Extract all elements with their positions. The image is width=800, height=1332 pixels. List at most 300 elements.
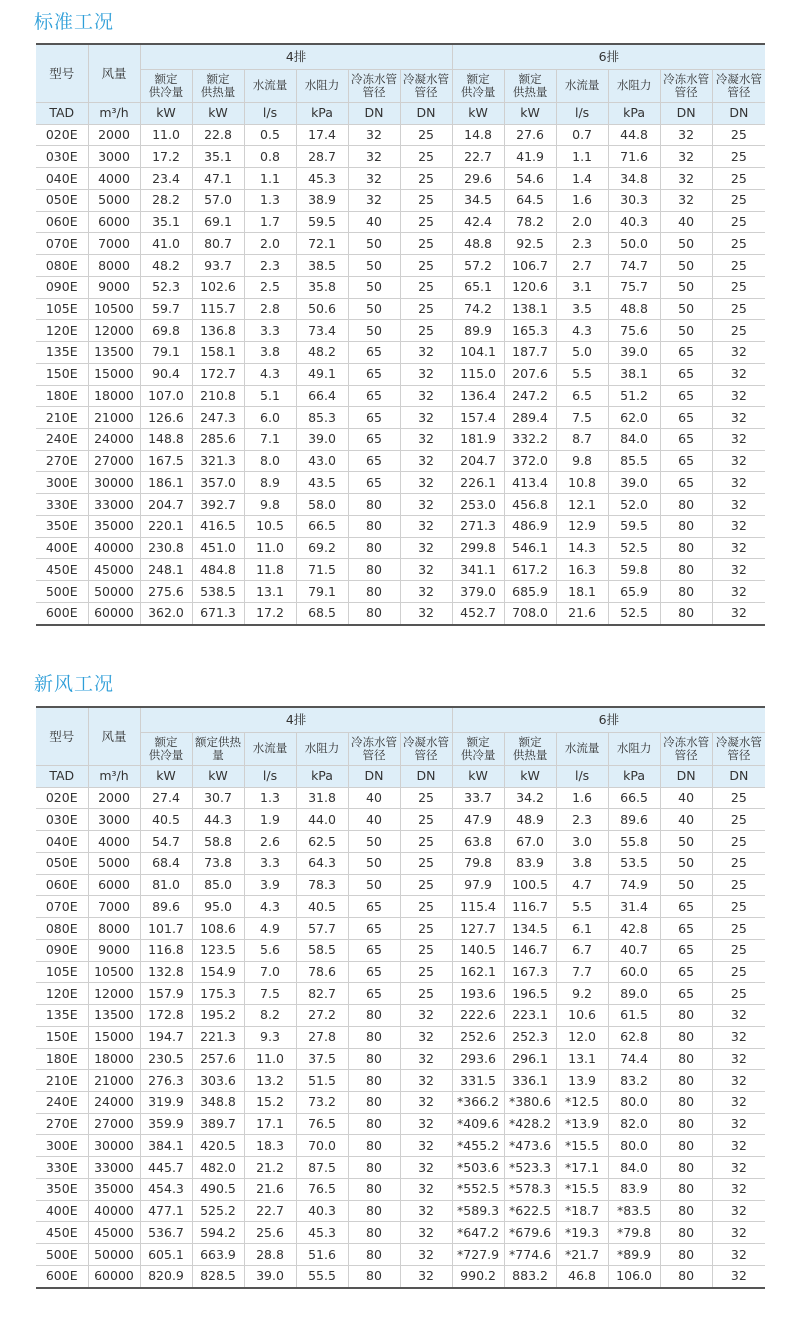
value-cell: 25	[400, 809, 452, 831]
value-cell: 69.8	[140, 320, 192, 342]
value-cell: 25	[400, 918, 452, 940]
value-cell: 59.7	[140, 298, 192, 320]
value-cell: 92.5	[504, 233, 556, 255]
value-cell: 2.0	[556, 211, 608, 233]
header-sub-6-2: 水流量	[556, 732, 608, 765]
value-cell: 89.0	[608, 983, 660, 1005]
value-cell: 392.7	[192, 494, 244, 516]
value-cell: 5000	[88, 852, 140, 874]
value-cell: 3.5	[556, 298, 608, 320]
table-row	[36, 189, 765, 211]
value-cell: 4.3	[244, 363, 296, 385]
value-cell: 303.6	[192, 1070, 244, 1092]
value-cell: 8.7	[556, 429, 608, 451]
value-cell: 456.8	[504, 494, 556, 516]
value-cell: 48.9	[504, 809, 556, 831]
value-cell: 451.0	[192, 537, 244, 559]
value-cell: 32	[712, 407, 765, 429]
value-cell: 52.5	[608, 602, 660, 625]
value-cell: 172.7	[192, 363, 244, 385]
unit-cell: DN	[348, 103, 400, 125]
value-cell: 32	[400, 450, 452, 472]
value-cell: 80	[348, 515, 400, 537]
value-cell: 5.6	[244, 939, 296, 961]
value-cell: 271.3	[452, 515, 504, 537]
value-cell: 17.2	[244, 602, 296, 625]
value-cell: 32	[712, 581, 765, 603]
value-cell: 25	[400, 298, 452, 320]
value-cell: 32	[712, 1157, 765, 1179]
value-cell: 17.1	[244, 1113, 296, 1135]
value-cell: 25	[712, 918, 765, 940]
value-cell: 12.0	[556, 1026, 608, 1048]
value-cell: 25	[712, 276, 765, 298]
model-cell: 450E	[36, 559, 88, 581]
value-cell: 21.6	[244, 1178, 296, 1200]
header-sub-6-4: 冷冻水管 管径	[660, 732, 712, 765]
value-cell: 80.7	[192, 233, 244, 255]
value-cell: 11.0	[140, 124, 192, 146]
value-cell: *622.5	[504, 1200, 556, 1222]
value-cell: 11.0	[244, 537, 296, 559]
value-cell: 81.0	[140, 874, 192, 896]
value-cell: 80	[660, 1135, 712, 1157]
value-cell: 123.5	[192, 939, 244, 961]
value-cell: *503.6	[452, 1157, 504, 1179]
value-cell: 33.7	[452, 787, 504, 809]
value-cell: 536.7	[140, 1222, 192, 1244]
value-cell: 65	[348, 407, 400, 429]
model-cell: 050E	[36, 852, 88, 874]
value-cell: 32	[712, 537, 765, 559]
header-airflow: 风量	[88, 707, 140, 766]
value-cell: 62.5	[296, 831, 348, 853]
model-cell: 090E	[36, 939, 88, 961]
value-cell: 65	[348, 385, 400, 407]
value-cell: 21.2	[244, 1157, 296, 1179]
value-cell: 25	[712, 896, 765, 918]
value-cell: 30.3	[608, 189, 660, 211]
value-cell: 32	[712, 450, 765, 472]
model-cell: 150E	[36, 1026, 88, 1048]
value-cell: 2.6	[244, 831, 296, 853]
value-cell: 372.0	[504, 450, 556, 472]
value-cell: 1.1	[244, 168, 296, 190]
value-cell: 40000	[88, 1200, 140, 1222]
unit-cell: kW	[504, 766, 556, 788]
value-cell: 25	[400, 146, 452, 168]
unit-cell: kW	[504, 103, 556, 125]
value-cell: 685.9	[504, 581, 556, 603]
model-cell: 330E	[36, 494, 88, 516]
value-cell: 32	[400, 1135, 452, 1157]
value-cell: 416.5	[192, 515, 244, 537]
value-cell: 32	[348, 168, 400, 190]
model-cell: 020E	[36, 124, 88, 146]
value-cell: 3000	[88, 809, 140, 831]
value-cell: 1.9	[244, 809, 296, 831]
value-cell: 25	[400, 189, 452, 211]
value-cell: 12000	[88, 983, 140, 1005]
value-cell: 80	[348, 1265, 400, 1288]
value-cell: 48.8	[608, 298, 660, 320]
value-cell: 76.5	[296, 1113, 348, 1135]
value-cell: 84.0	[608, 429, 660, 451]
header-sub-4-2: 水流量	[244, 732, 296, 765]
value-cell: 594.2	[192, 1222, 244, 1244]
value-cell: 79.1	[140, 342, 192, 364]
unit-cell: TAD	[36, 766, 88, 788]
value-cell: 65	[660, 939, 712, 961]
value-cell: 39.0	[244, 1265, 296, 1288]
value-cell: 204.7	[452, 450, 504, 472]
value-cell: 0.8	[244, 146, 296, 168]
value-cell: 39.0	[608, 342, 660, 364]
value-cell: 25	[712, 298, 765, 320]
value-cell: 15000	[88, 1026, 140, 1048]
value-cell: 32	[712, 1092, 765, 1114]
value-cell: 11.0	[244, 1048, 296, 1070]
value-cell: 162.1	[452, 961, 504, 983]
table-row	[36, 918, 765, 940]
value-cell: 80	[348, 1157, 400, 1179]
value-cell: *21.7	[556, 1244, 608, 1266]
value-cell: 484.8	[192, 559, 244, 581]
header-sub-6-1: 额定 供热量	[504, 732, 556, 765]
value-cell: 50	[348, 233, 400, 255]
table-row	[36, 559, 765, 581]
value-cell: 32	[400, 429, 452, 451]
value-cell: 445.7	[140, 1157, 192, 1179]
value-cell: 50	[660, 852, 712, 874]
value-cell: 74.2	[452, 298, 504, 320]
value-cell: 80	[660, 1157, 712, 1179]
header-sub-6-4: 冷冻水管 管径	[660, 69, 712, 102]
value-cell: 50	[660, 831, 712, 853]
value-cell: 25	[400, 831, 452, 853]
table-row	[36, 429, 765, 451]
value-cell: 5000	[88, 189, 140, 211]
value-cell: 66.4	[296, 385, 348, 407]
value-cell: 32	[400, 602, 452, 625]
table-row	[36, 255, 765, 277]
table-row	[36, 1135, 765, 1157]
value-cell: 51.2	[608, 385, 660, 407]
value-cell: 158.1	[192, 342, 244, 364]
value-cell: 116.7	[504, 896, 556, 918]
fresh-air-conditions-table	[36, 706, 765, 1289]
value-cell: 31.4	[608, 896, 660, 918]
value-cell: 17.2	[140, 146, 192, 168]
header-group-6-rows: 6排	[452, 707, 765, 732]
value-cell: 38.1	[608, 363, 660, 385]
value-cell: 25	[400, 852, 452, 874]
value-cell: 187.7	[504, 342, 556, 364]
value-cell: 83.9	[504, 852, 556, 874]
value-cell: 186.1	[140, 472, 192, 494]
value-cell: 58.8	[192, 831, 244, 853]
value-cell: 39.0	[296, 429, 348, 451]
value-cell: 196.5	[504, 983, 556, 1005]
value-cell: 45000	[88, 559, 140, 581]
value-cell: 6.5	[556, 385, 608, 407]
value-cell: *774.6	[504, 1244, 556, 1266]
value-cell: 55.5	[296, 1265, 348, 1288]
value-cell: 35.1	[192, 146, 244, 168]
model-cell: 060E	[36, 874, 88, 896]
header-sub-6-2: 水流量	[556, 69, 608, 102]
value-cell: 13.1	[244, 581, 296, 603]
value-cell: *679.6	[504, 1222, 556, 1244]
value-cell: 708.0	[504, 602, 556, 625]
value-cell: 65	[660, 385, 712, 407]
model-cell: 330E	[36, 1157, 88, 1179]
value-cell: 24000	[88, 429, 140, 451]
value-cell: 2.8	[244, 298, 296, 320]
header-model: 型号	[36, 707, 88, 766]
value-cell: 25	[400, 211, 452, 233]
value-cell: 25.6	[244, 1222, 296, 1244]
value-cell: 65	[660, 961, 712, 983]
value-cell: 115.7	[192, 298, 244, 320]
value-cell: 79.8	[452, 852, 504, 874]
value-cell: 18.3	[244, 1135, 296, 1157]
value-cell: 221.3	[192, 1026, 244, 1048]
model-cell: 270E	[36, 450, 88, 472]
value-cell: 115.4	[452, 896, 504, 918]
model-cell: 400E	[36, 1200, 88, 1222]
value-cell: 32	[400, 1092, 452, 1114]
value-cell: 13.2	[244, 1070, 296, 1092]
value-cell: 64.3	[296, 852, 348, 874]
value-cell: 78.2	[504, 211, 556, 233]
value-cell: 140.5	[452, 939, 504, 961]
value-cell: 32	[712, 1113, 765, 1135]
value-cell: 80	[660, 1113, 712, 1135]
value-cell: 32	[400, 1157, 452, 1179]
table-row	[36, 168, 765, 190]
standard-conditions-table	[36, 43, 765, 626]
unit-cell: kW	[192, 766, 244, 788]
value-cell: 17.4	[296, 124, 348, 146]
value-cell: 32	[660, 168, 712, 190]
value-cell: *409.6	[452, 1113, 504, 1135]
value-cell: *19.3	[556, 1222, 608, 1244]
value-cell: 25	[400, 961, 452, 983]
value-cell: 157.4	[452, 407, 504, 429]
model-cell: 120E	[36, 320, 88, 342]
value-cell: 413.4	[504, 472, 556, 494]
value-cell: 89.9	[452, 320, 504, 342]
table-row	[36, 1092, 765, 1114]
value-cell: 25	[712, 233, 765, 255]
value-cell: 482.0	[192, 1157, 244, 1179]
value-cell: 4000	[88, 831, 140, 853]
value-cell: 12.1	[556, 494, 608, 516]
value-cell: 62.8	[608, 1026, 660, 1048]
value-cell: 1.1	[556, 146, 608, 168]
value-cell: 75.7	[608, 276, 660, 298]
value-cell: 70.0	[296, 1135, 348, 1157]
value-cell: 65	[660, 983, 712, 1005]
value-cell: 69.1	[192, 211, 244, 233]
table-row	[36, 494, 765, 516]
value-cell: 2.5	[244, 276, 296, 298]
value-cell: 32	[400, 472, 452, 494]
value-cell: 80	[348, 537, 400, 559]
header-sub-6-1: 额定 供热量	[504, 69, 556, 102]
table-row	[36, 1222, 765, 1244]
value-cell: 32	[712, 363, 765, 385]
value-cell: 65	[348, 961, 400, 983]
value-cell: 357.0	[192, 472, 244, 494]
value-cell: 78.6	[296, 961, 348, 983]
value-cell: 25	[400, 874, 452, 896]
model-cell: 135E	[36, 342, 88, 364]
model-cell: 600E	[36, 1265, 88, 1288]
value-cell: 226.1	[452, 472, 504, 494]
value-cell: 28.2	[140, 189, 192, 211]
model-cell: 030E	[36, 146, 88, 168]
value-cell: 51.6	[296, 1244, 348, 1266]
value-cell: 9000	[88, 276, 140, 298]
table-row	[36, 342, 765, 364]
value-cell: *12.5	[556, 1092, 608, 1114]
value-cell: *589.3	[452, 1200, 504, 1222]
value-cell: 57.0	[192, 189, 244, 211]
value-cell: 115.0	[452, 363, 504, 385]
value-cell: 32	[400, 407, 452, 429]
value-cell: 46.8	[556, 1265, 608, 1288]
unit-cell: l/s	[556, 766, 608, 788]
value-cell: 230.5	[140, 1048, 192, 1070]
model-cell: 450E	[36, 1222, 88, 1244]
value-cell: 47.1	[192, 168, 244, 190]
header-sub-4-3: 水阻力	[296, 69, 348, 102]
value-cell: 1.3	[244, 189, 296, 211]
value-cell: 40	[348, 211, 400, 233]
value-cell: 65	[348, 342, 400, 364]
value-cell: 25	[400, 787, 452, 809]
header-sub-4-2: 水流量	[244, 69, 296, 102]
value-cell: *647.2	[452, 1222, 504, 1244]
value-cell: 79.1	[296, 581, 348, 603]
value-cell: 30000	[88, 1135, 140, 1157]
value-cell: *89.9	[608, 1244, 660, 1266]
value-cell: 80	[348, 1048, 400, 1070]
value-cell: 27.6	[504, 124, 556, 146]
value-cell: 32	[400, 1070, 452, 1092]
model-cell: 180E	[36, 385, 88, 407]
value-cell: 32	[712, 515, 765, 537]
value-cell: 80	[348, 1070, 400, 1092]
value-cell: 65	[348, 429, 400, 451]
value-cell: 319.9	[140, 1092, 192, 1114]
value-cell: 49.1	[296, 363, 348, 385]
value-cell: 10.6	[556, 1005, 608, 1027]
value-cell: 127.7	[452, 918, 504, 940]
value-cell: 13.1	[556, 1048, 608, 1070]
value-cell: 52.0	[608, 494, 660, 516]
value-cell: 80	[348, 494, 400, 516]
unit-cell: kW	[140, 103, 192, 125]
value-cell: 9000	[88, 939, 140, 961]
value-cell: 34.8	[608, 168, 660, 190]
unit-cell: m³/h	[88, 766, 140, 788]
value-cell: 24000	[88, 1092, 140, 1114]
unit-cell: kPa	[296, 766, 348, 788]
value-cell: 136.4	[452, 385, 504, 407]
value-cell: 80.0	[608, 1135, 660, 1157]
value-cell: 13500	[88, 1005, 140, 1027]
value-cell: 336.1	[504, 1070, 556, 1092]
value-cell: 194.7	[140, 1026, 192, 1048]
value-cell: 331.5	[452, 1070, 504, 1092]
model-cell: 350E	[36, 515, 88, 537]
value-cell: 671.3	[192, 602, 244, 625]
value-cell: 15000	[88, 363, 140, 385]
value-cell: 80	[660, 1070, 712, 1092]
value-cell: 32	[712, 1026, 765, 1048]
header-sub-4-5: 冷凝水管 管径	[400, 69, 452, 102]
value-cell: 34.2	[504, 787, 556, 809]
value-cell: 45.3	[296, 1222, 348, 1244]
value-cell: 31.8	[296, 787, 348, 809]
value-cell: 50000	[88, 581, 140, 603]
value-cell: 58.5	[296, 939, 348, 961]
header-sub-4-4: 冷冻水管 管径	[348, 732, 400, 765]
value-cell: 3.3	[244, 320, 296, 342]
value-cell: 22.7	[452, 146, 504, 168]
value-cell: 25	[712, 852, 765, 874]
value-cell: 1.7	[244, 211, 296, 233]
unit-cell: kPa	[296, 103, 348, 125]
value-cell: 35000	[88, 515, 140, 537]
value-cell: 101.7	[140, 918, 192, 940]
value-cell: 9.3	[244, 1026, 296, 1048]
value-cell: 32	[712, 1222, 765, 1244]
value-cell: 69.2	[296, 537, 348, 559]
value-cell: 4.7	[556, 874, 608, 896]
value-cell: 7.7	[556, 961, 608, 983]
value-cell: 7.1	[244, 429, 296, 451]
value-cell: 116.8	[140, 939, 192, 961]
value-cell: 138.1	[504, 298, 556, 320]
value-cell: 883.2	[504, 1265, 556, 1288]
value-cell: 40.3	[296, 1200, 348, 1222]
value-cell: 165.3	[504, 320, 556, 342]
value-cell: 50	[660, 874, 712, 896]
value-cell: 50	[348, 255, 400, 277]
value-cell: 83.2	[608, 1070, 660, 1092]
table-row	[36, 124, 765, 146]
value-cell: 80	[660, 581, 712, 603]
value-cell: 40	[348, 809, 400, 831]
value-cell: 605.1	[140, 1244, 192, 1266]
unit-cell: DN	[712, 103, 765, 125]
value-cell: 32	[712, 1244, 765, 1266]
value-cell: 76.5	[296, 1178, 348, 1200]
value-cell: 146.7	[504, 939, 556, 961]
value-cell: 62.0	[608, 407, 660, 429]
value-cell: 65	[348, 472, 400, 494]
value-cell: 85.5	[608, 450, 660, 472]
value-cell: 32	[400, 494, 452, 516]
value-cell: 132.8	[140, 961, 192, 983]
value-cell: 48.2	[296, 342, 348, 364]
value-cell: *455.2	[452, 1135, 504, 1157]
model-cell: 070E	[36, 233, 88, 255]
